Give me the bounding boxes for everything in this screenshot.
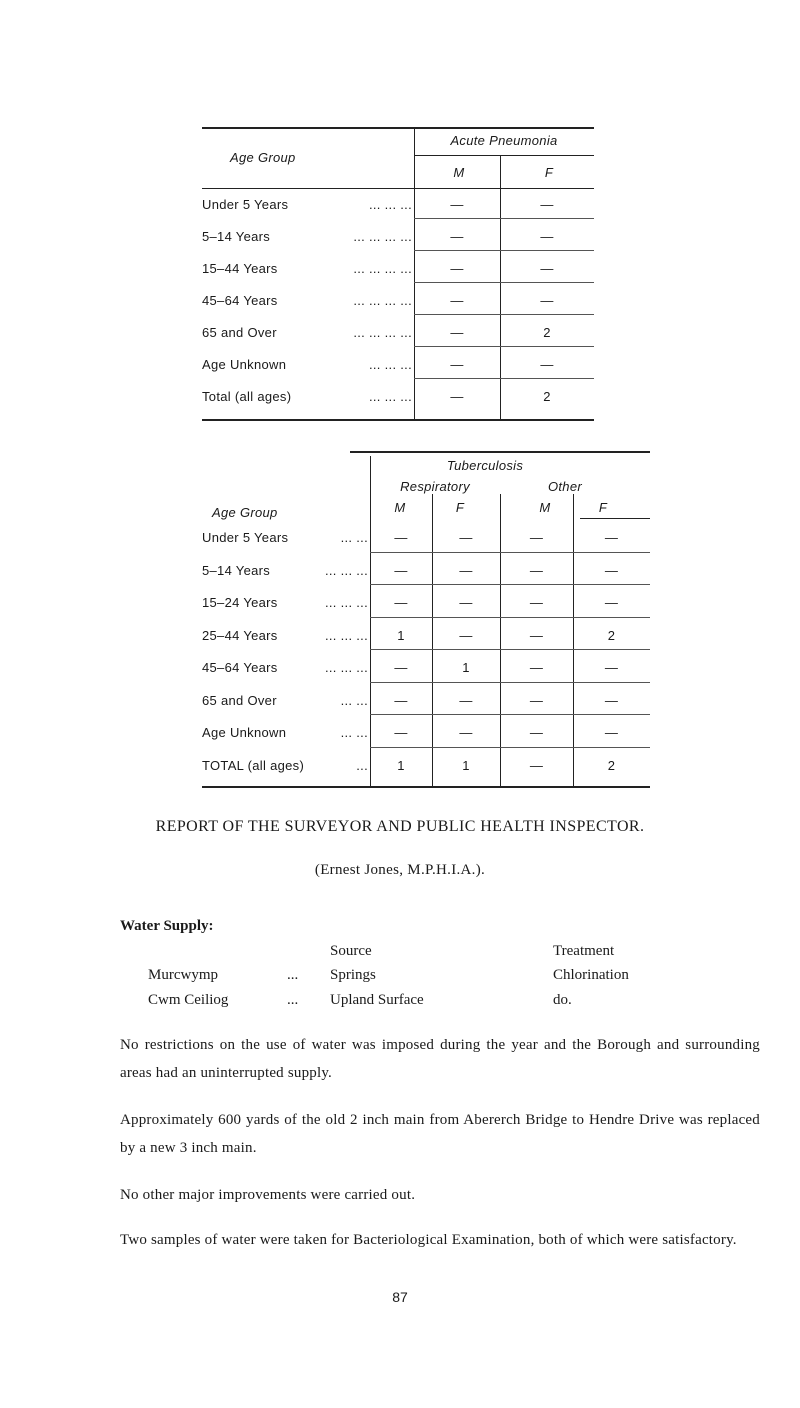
age-group-label: Age Unknown <box>202 357 287 372</box>
leader-dots: ... ... ... ... <box>353 261 412 276</box>
leader-dots: ... ... ... <box>368 357 412 372</box>
leader-dots: ... <box>356 758 368 773</box>
supply-source: Springs <box>330 967 376 983</box>
value-other-f: — <box>604 595 619 610</box>
leader-dots: ... ... <box>340 725 368 740</box>
leader-dots: ... ... ... ... <box>353 229 412 244</box>
acute-pneumonia-header: Acute Pneumonia <box>450 133 558 148</box>
value-f: — <box>540 197 554 212</box>
value-m: — <box>450 261 464 276</box>
age-group-label: 65 and Over <box>202 693 277 708</box>
value-m: — <box>450 357 464 372</box>
value-resp-f: 1 <box>462 660 470 675</box>
age-group-header: Age Group <box>230 150 296 165</box>
value-other-m: — <box>529 660 544 675</box>
value-resp-f: — <box>459 563 473 578</box>
age-group-label: Total (all ages) <box>202 389 292 404</box>
value-other-m: — <box>529 693 544 708</box>
treatment-header: Treatment <box>553 943 615 959</box>
value-m: — <box>450 293 464 308</box>
leader-dots: ... ... ... <box>368 389 412 404</box>
value-other-m: — <box>529 628 544 643</box>
value-other-f: — <box>604 660 619 675</box>
report-heading: REPORT OF THE SURVEYOR AND PUBLIC HEALTH INSPECTOR. <box>155 818 645 835</box>
leader-dots: ... ... ... <box>324 595 368 610</box>
value-f: 2 <box>543 389 551 404</box>
page-number: 87 <box>392 1289 408 1305</box>
supply-dots: ... <box>287 967 299 983</box>
value-f: — <box>540 357 554 372</box>
value-resp-m: — <box>394 693 408 708</box>
value-other-m: — <box>529 530 544 545</box>
leader-dots: ... ... <box>340 530 368 545</box>
age-group-label: 15–24 Years <box>202 595 278 610</box>
value-f: — <box>540 229 554 244</box>
value-other-m: — <box>529 725 544 740</box>
value-resp-m: 1 <box>397 758 405 773</box>
value-f: — <box>540 261 554 276</box>
leader-dots: ... ... ... <box>324 563 368 578</box>
resp-m-header: M <box>394 500 406 515</box>
age-group-label: 25–44 Years <box>202 628 278 643</box>
table-top-rule <box>350 451 650 453</box>
table-bottom-rule <box>202 419 594 421</box>
supply-name: Murcwymp <box>148 967 218 983</box>
value-resp-m: — <box>394 725 408 740</box>
supply-dots: ... <box>287 992 299 1008</box>
age-group-label: TOTAL (all ages) <box>202 758 305 773</box>
value-other-m: — <box>529 595 544 610</box>
age-group-header: Age Group <box>212 505 278 520</box>
table-top-rule <box>202 127 594 129</box>
tuberculosis-header: Tuberculosis <box>446 458 524 473</box>
supply-treatment: do. <box>553 992 572 1008</box>
leader-dots: ... ... ... <box>324 660 368 675</box>
leader-dots: ... ... ... <box>324 628 368 643</box>
paragraph: Approximately 600 yards of the old 2 inch main from Abererch Bridge to Hendre Drive was replaced by a new 3 inch main. <box>120 1112 760 1156</box>
report-subheading: (Ernest Jones, M.P.H.I.A.). <box>314 862 486 878</box>
leader-dots: ... ... ... ... <box>353 293 412 308</box>
value-resp-m: — <box>394 660 408 675</box>
value-f: — <box>540 293 554 308</box>
col-f-header: F <box>544 165 554 180</box>
value-resp-f: — <box>459 725 473 740</box>
other-m-header: M <box>539 500 551 515</box>
value-resp-m: — <box>394 595 408 610</box>
value-m: — <box>450 229 464 244</box>
value-resp-m: — <box>394 563 408 578</box>
leader-dots: ... ... ... <box>368 197 412 212</box>
paragraph: No restrictions on the use of water was imposed during the year and the Borough and surrounding areas had an uninterrupted supply. <box>120 1037 760 1081</box>
age-group-label: 45–64 Years <box>202 293 278 308</box>
other-f-header: F <box>598 500 608 515</box>
value-m: — <box>450 389 464 404</box>
value-resp-f: — <box>459 595 473 610</box>
paragraph: No other major improvements were carried out. <box>120 1187 416 1203</box>
value-m: — <box>450 325 464 340</box>
water-supply-label: Water Supply: <box>120 918 214 934</box>
supply-source: Upland Surface <box>330 992 424 1008</box>
value-resp-f: 1 <box>462 758 470 773</box>
col-m-header: M <box>453 165 465 180</box>
supply-treatment: Chlorination <box>553 967 629 983</box>
age-group-label: 45–64 Years <box>202 660 278 675</box>
value-f: 2 <box>543 325 551 340</box>
value-other-m: — <box>529 758 544 773</box>
age-group-label: 5–14 Years <box>202 563 271 578</box>
age-group-label: 5–14 Years <box>202 229 271 244</box>
supply-name: Cwm Ceiliog <box>148 992 229 1008</box>
value-resp-f: — <box>459 530 473 545</box>
paragraph: Two samples of water were taken for Bacteriological Examination, both of which were satisfactory. <box>120 1232 737 1248</box>
value-other-f: — <box>604 530 619 545</box>
value-resp-f: — <box>459 693 473 708</box>
value-other-f: — <box>604 693 619 708</box>
value-other-f: — <box>604 563 619 578</box>
value-other-m: — <box>529 563 544 578</box>
source-header: Source <box>330 943 372 959</box>
leader-dots: ... ... ... ... <box>353 325 412 340</box>
value-other-f: 2 <box>607 758 616 773</box>
age-group-label: Under 5 Years <box>202 197 289 212</box>
leader-dots: ... ... <box>340 693 368 708</box>
value-other-f: 2 <box>607 628 616 643</box>
other-header: Other <box>547 479 582 494</box>
respiratory-header: Respiratory <box>400 479 470 494</box>
age-group-label: Age Unknown <box>202 725 287 740</box>
value-resp-m: 1 <box>397 628 405 643</box>
value-resp-f: — <box>459 628 473 643</box>
value-resp-m: — <box>394 530 408 545</box>
age-group-label: 15–44 Years <box>202 261 278 276</box>
age-group-label: 65 and Over <box>202 325 277 340</box>
value-m: — <box>450 197 464 212</box>
table-bottom-rule <box>202 786 650 788</box>
value-other-f: — <box>604 725 619 740</box>
age-group-label: Under 5 Years <box>202 530 289 545</box>
resp-f-header: F <box>455 500 465 515</box>
